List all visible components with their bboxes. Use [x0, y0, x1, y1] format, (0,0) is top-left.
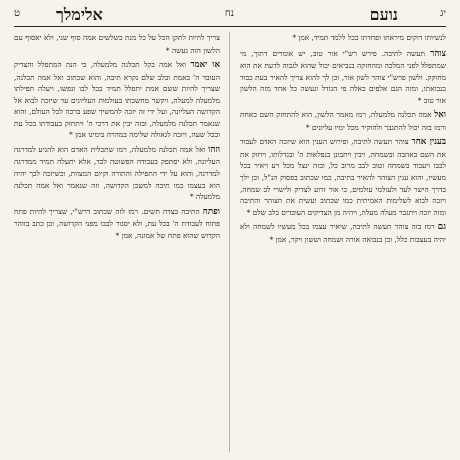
running-title-left: אלימלך	[56, 5, 103, 24]
lead-word: גם	[437, 222, 446, 233]
leaf-number: נח	[224, 8, 234, 19]
lead-word: או יאמר	[190, 60, 220, 71]
paragraph-text: התיבה בצדה תשים. רמז לזה שכתוב דרש"י, שצריך להיות פתח פתוח לעבודת ה' בכל עת, ולא יסגור לבבו מפני הקדושה, וכן כתב בזוהר הקדוש שהוא פתח של אמונה, אמן *	[14, 206, 220, 240]
paragraph	[240, 221, 446, 245]
lead-word: צוהר	[430, 48, 446, 59]
paragraph	[14, 206, 220, 242]
lead-word: וזהו	[208, 144, 220, 155]
paragraph	[240, 136, 446, 218]
paragraph-text: תעשה לתיבה. פירש רש"י אור טוב, יש אומרים דתוך, מי שמתפלל לפני המלכה ומהחזקה בנביאים יכול שהוא לגבוה לדעת את הוא מחוקק. ולשון פרש"י צוהר לשון אור, וכן לך להוא צריך להאיר בעת כבוד בנבואתו, ומזה הגם אלפים כאלה פי הגודל ונעשה כל אחד מזה הלשון אור טוב *	[240, 48, 446, 105]
lead-word: ופתח	[202, 206, 220, 217]
running-title-right: נועם	[369, 5, 398, 24]
paragraph	[14, 144, 220, 203]
left-column	[14, 32, 220, 452]
paragraph-text: לנשיותו דוקים מיראתו ופחדתו ככל ללמד תמיד, אמן *	[292, 33, 446, 42]
header-rule	[14, 26, 446, 27]
paragraph-text: ואל אמה תכלנה מלמעלה, רמז שתכלית האדם הוא להגיע למדרגה העליונה, ולא יסתפק בעבודה הפשוטה לבד, אלא יתעלה תמיד ממדרגה למדרגה, והוא על ידי התפילה והתורה וקיום המצוות, וכשיזכה לכך יהיה הוא בעצמו כמו תיבה למשכן הקדושה, וזה שנאמר ואל אמה תכלנה מלמעלה *	[14, 144, 220, 202]
lead-word: בענין אחר	[411, 137, 446, 148]
paragraph	[240, 109, 446, 133]
paragraph-text: אמה תכלנה מלמעלה, רמז מאמר הלשון, הוא להתחזק השם כאחת ורמז בזה יכול להתגבר ולהוקיר מכל ימיו עליונים *	[240, 110, 446, 132]
paragraph-text: רמז בזה צוהר תעשה לתיבה, שיאיר עצמו בכל מעשיו לשמחה ולא יהיה בעצבות כלל, וכן בנבואה אורה ושמחה וששון ויקר, אמן *	[240, 222, 446, 244]
paragraph-text: צוהר תעשה לתיבה, ופירוש הענין הוא שיזכה האדם לעבוד את השם באהבה ובשמחה, ויבין ויתבונן בנפלאות ה' ובגדלותו, ויחזק את לבבו ויעבוד בשמחה וטוב לבב מרוב כל, ובזה ינצל מכל רע ויאיר בכל מעשיו, והוא ענין הצוהר להאיר בתיבה, כמו שכתוב בפסוק הנ"ל, וכן ילך בדרך הישר לעד ולעולמי עולמים, כי אור זרוע לצדיק ולישרי לב שמחה, ויזכה לבוא לשלימות האמיתית כמו שכתוב ועשית את הצוהר והתיבה ומזה יזכה ויתגבר מעלה מעלה, ויהיה מן הצדיקים העובדים בלב שלם *	[240, 137, 446, 217]
paragraph	[240, 32, 446, 45]
lead-word: ואל	[434, 110, 446, 121]
paragraph	[14, 32, 220, 56]
paragraph-text: צריך להיות לתקן הכל על כל מנת כשלשים אמה סוף שני, ולא יאסוף עם הלשון הזה נעשה *	[14, 33, 220, 55]
paragraph	[14, 59, 220, 141]
column-divider	[229, 32, 230, 452]
running-header	[14, 5, 446, 27]
paragraph	[240, 48, 446, 107]
paragraph-text: ואל אמה בקל תכלנה מלמעלה, כי הנה המתפלל והצדיק העובד ה' באמת ובלב שלם נקרא תיבה, והוא שכתוב ואל אמה תכלנה, שצריך להיות ששם אמת יתפלל תמיד בכל לבו ונפשו, ויעלה תפילתו מלמעלה למעלה, ויקשר מחשבתו בעולמות העליונים עד שיזכה לבוא אל הקדושה העליונה, ועל ידי זה יזכה להמשיך שפע ברכה לכל העולם, והוא שנאמר תכלנה מלמעלה, ובזה יבין את דרכי ה' ויתחזק בעבודתו בכל עת ובכל שעה, ויזכה לגאולה שלימה במהרה בימינו אמן *	[14, 60, 220, 140]
folio-number: ט	[14, 8, 21, 19]
right-column	[240, 32, 446, 452]
page-number: יג	[440, 8, 446, 19]
